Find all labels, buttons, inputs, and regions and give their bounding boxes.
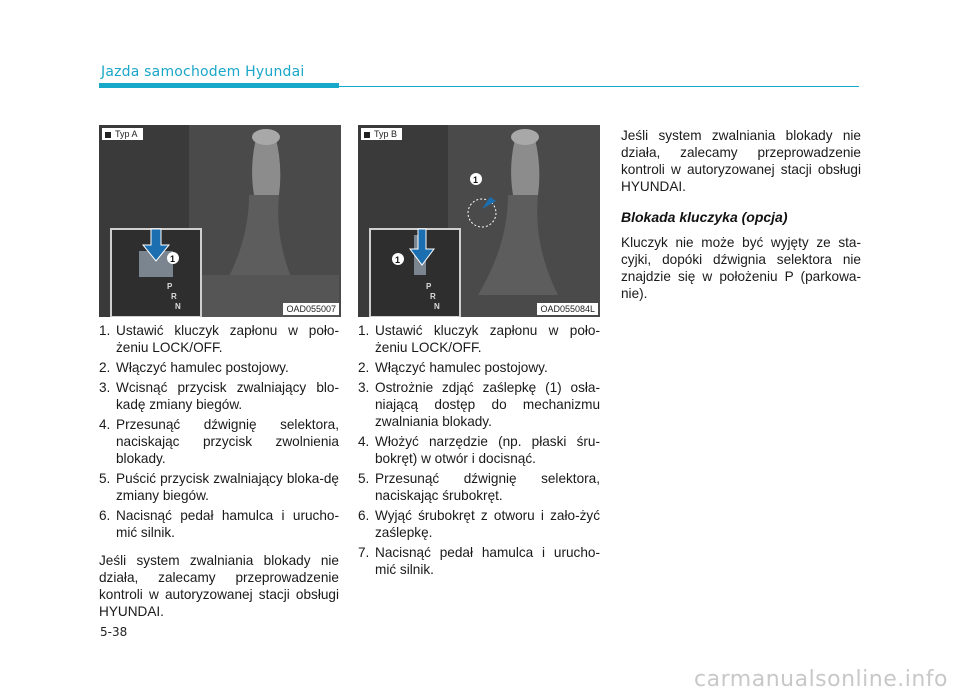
callout-number: 1: [170, 254, 176, 264]
callout-number: 1: [395, 255, 401, 265]
list-item: 1. Ustawić kluczyk zapłonu w poło-żeniu LOCK/OFF.: [358, 323, 600, 355]
figure-type-a: [99, 125, 341, 317]
steps-list-type-a: [99, 322, 339, 541]
list-item: 6. Wyjąć śrubokręt z otworu i zało-żyć zaślepkę.: [358, 508, 600, 540]
list-item: 3. Wcisnąć przycisk zwalniający blo-kadę zmiany biegów.: [99, 380, 339, 412]
gear-shifter-illustration-b: [358, 125, 600, 317]
figure-label: Typ B: [361, 128, 402, 140]
gear-letter-n: N: [434, 302, 440, 311]
section-header-title: Jazda samochodem Hyundai: [101, 64, 305, 80]
page-number: 5-38: [100, 625, 128, 639]
figure-code: OAD055007: [283, 303, 339, 315]
square-bullet-icon: [364, 132, 370, 138]
square-bullet-icon: [105, 132, 111, 138]
steps-list-type-b: [358, 322, 600, 578]
service-note-paragraph: Jeśli system zwalniania blokady nie działa, zalecamy przeprowadzenie kontroli w autoryzowanej stacji obsługi HYUNDAI.: [99, 553, 339, 619]
gear-letter-n: N: [175, 302, 181, 311]
figure-code: OAD055084L: [537, 303, 598, 315]
gear-letter-p: P: [426, 282, 432, 291]
watermark: carmanualsonline.info: [694, 667, 948, 692]
key-lock-paragraph: Kluczyk nie może być wyjęty ze sta-cyjki, dopóki dźwignia selektora nie znajdzie się w położeniu P (parkowa-nie).: [621, 235, 861, 301]
list-item: 7. Nacisnąć pedał hamulca i urucho-mić silnik.: [358, 545, 600, 577]
list-item: 2. Włączyć hamulec postojowy.: [358, 360, 548, 375]
list-item: 6. Nacisnąć pedał hamulca i urucho-mić silnik.: [99, 508, 339, 540]
gear-letter-r: R: [171, 292, 177, 301]
svg-text:1: 1: [473, 175, 479, 185]
gear-shifter-illustration-a: [99, 125, 341, 317]
gear-letter-r: R: [430, 292, 436, 301]
header-rule-thick: [99, 83, 339, 88]
column-type-a-instructions: [99, 322, 339, 620]
list-item: 2. Włączyć hamulec postojowy.: [99, 360, 289, 375]
list-item: 5. Przesunąć dźwignię selektora, naciskając śrubokręt.: [358, 471, 600, 503]
header-rule-thin: [339, 86, 859, 87]
column-type-b-instructions: [358, 322, 600, 581]
gear-letter-p: P: [167, 282, 173, 291]
list-item: 4. Przesunąć dźwignię selektora, naciskając przycisk zwolnienia blokady.: [99, 417, 339, 466]
section-heading-key-lock: Blokada kluczyka (opcja): [621, 209, 788, 225]
list-item: 4. Włożyć narzędzie (np. płaski śru-bokręt) w otwór i docisnąć.: [358, 434, 600, 466]
list-item: 3. Ostrożnie zdjąć zaślepkę (1) osła-niającą dostęp do mechanizmu zwalniania blokady.: [358, 380, 600, 429]
figure-label: Typ A: [102, 128, 143, 140]
list-item: 1. Ustawić kluczyk zapłonu w poło-żeniu LOCK/OFF.: [99, 323, 339, 355]
service-note-paragraph: Jeśli system zwalniania blokady nie działa, zalecamy przeprowadzenie kontroli w autoryzowanej stacji obsługi HYUNDAI.: [621, 128, 861, 194]
figure-type-b: [358, 125, 600, 317]
column-notes: [621, 127, 861, 302]
list-item: 5. Puścić przycisk zwalniający bloka-dę zmiany biegów.: [99, 471, 339, 503]
